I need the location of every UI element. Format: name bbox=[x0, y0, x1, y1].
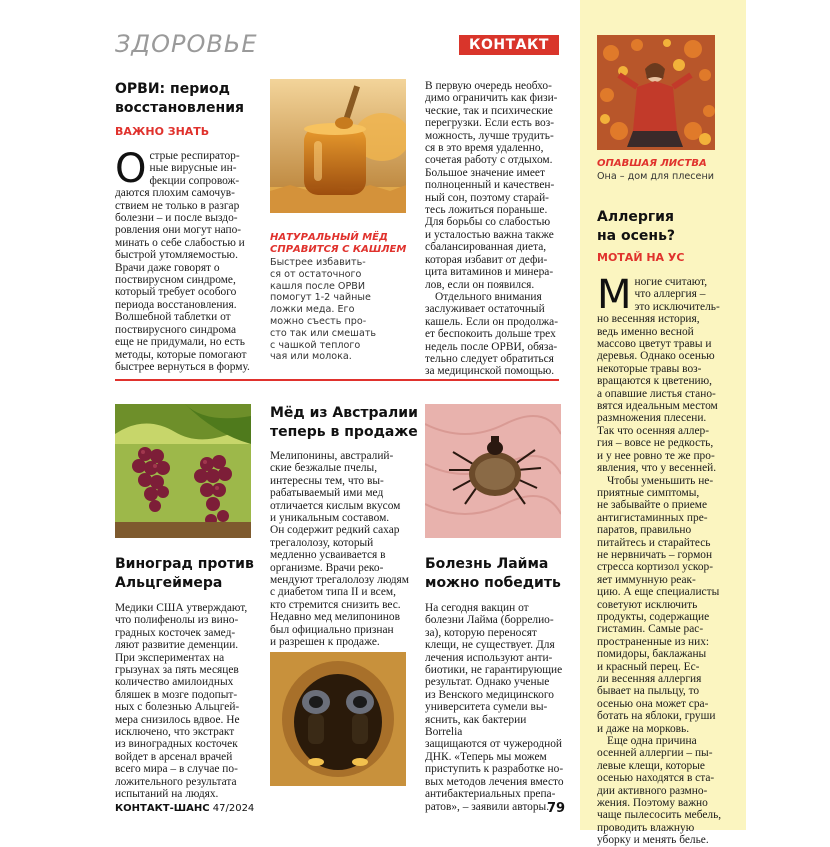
text-line: с чашкой теплого bbox=[270, 339, 361, 351]
leaves-caption-title: ОПАВШАЯ ЛИСТВА bbox=[597, 158, 707, 169]
text-line: из Венского медицинского bbox=[425, 688, 554, 701]
text-line: яет иммунную реак- bbox=[597, 573, 696, 586]
text-line: клещи, не существует. Для bbox=[425, 639, 555, 652]
text-line: Еще одна причина bbox=[607, 735, 697, 748]
text-line: вятся идеальным местом bbox=[597, 400, 718, 413]
text-line: за), которую переносят bbox=[425, 626, 537, 639]
text-line: Для борьбы со слабостью bbox=[425, 216, 551, 229]
text-line: который требует особого bbox=[115, 286, 237, 299]
text-line: пространенные из них: bbox=[597, 635, 710, 648]
text-line: ет беспокоить дольше трех bbox=[425, 328, 556, 341]
text-line: можность, лучше трудить- bbox=[425, 129, 554, 142]
text-line: и усталостью важна также bbox=[425, 228, 554, 241]
grape-title: Виноград против Альцгеймера bbox=[115, 556, 254, 591]
tick-image bbox=[425, 404, 561, 538]
australia-title: Мёд из Австралии теперь в продаже bbox=[270, 405, 418, 440]
text-line: результат. Однако ученые bbox=[425, 676, 550, 689]
text-line: осенней аллергии – пы- bbox=[597, 747, 713, 760]
text-line: ся от остаточного bbox=[270, 268, 362, 280]
orvi-kicker: ВАЖНО ЗНАТЬ bbox=[115, 125, 210, 138]
text-line: левые клещи, которые bbox=[597, 759, 705, 772]
text-line: ДНК. «Теперь мы можем bbox=[425, 750, 547, 763]
text-line: антигистаминных пре- bbox=[597, 511, 708, 524]
text-line: Он содержит редкий сахар bbox=[270, 524, 400, 537]
bees-image bbox=[270, 652, 406, 786]
text-line: и красный перец. Ес- bbox=[597, 660, 700, 673]
lyme-title: Болезнь Лайма можно победить bbox=[425, 556, 561, 591]
text-line: полноценный и качествен- bbox=[425, 179, 555, 192]
text-line: ратов», – заявили авторы. bbox=[425, 800, 550, 813]
text-line: стресса кортизол ускор- bbox=[597, 561, 714, 574]
text-line: защищаются от чужеродной bbox=[425, 738, 563, 751]
section-divider bbox=[115, 379, 559, 381]
text-line: не нервничать – гормон bbox=[597, 548, 713, 561]
leaves-caption-text: Она – дом для плесени bbox=[597, 171, 714, 182]
grape-image bbox=[115, 404, 251, 538]
text-line: ровления они могут напо- bbox=[115, 224, 242, 237]
text-line: На сегодня вакцин от bbox=[425, 602, 529, 614]
text-line: При экспериментах на bbox=[115, 651, 225, 664]
text-line: ли весенняя аллергия bbox=[597, 673, 702, 685]
text-line: градных косточек замед- bbox=[115, 626, 236, 639]
text-line: кто стремится снизить вес. bbox=[270, 598, 401, 611]
section-title: ЗДОРОВЬЕ bbox=[115, 30, 258, 58]
orvi-dropcap: О bbox=[115, 146, 147, 192]
text-line: еще не придумали, но есть bbox=[115, 336, 245, 349]
text-line: ный сон, поэтому старай- bbox=[425, 191, 549, 204]
text-line: с диабетом типа II и всем, bbox=[270, 586, 396, 599]
text-line: сочетая работу с отдыхом. bbox=[425, 154, 553, 167]
text-line: а опавшие листья стано- bbox=[597, 387, 716, 400]
text-line: тесь ложиться пораньше. bbox=[425, 204, 548, 217]
text-line: Большое значение имеет bbox=[425, 166, 545, 179]
text-line: быстрой утомляемостью. bbox=[115, 249, 238, 262]
orvi-text-col1 bbox=[115, 146, 255, 373]
allergy-title: Аллергия на осень? bbox=[597, 209, 676, 244]
text-line: антибактериальных препа- bbox=[425, 788, 556, 801]
text-line: Волшебной таблетки от bbox=[115, 311, 231, 324]
text-line: и даже на морковь. bbox=[597, 722, 690, 735]
text-line: ляют развитие деменции. bbox=[115, 639, 239, 652]
text-line: ские безжалые пчелы, bbox=[270, 462, 378, 475]
text-line: испытаний на людях. bbox=[115, 788, 219, 801]
text-line: ческие, так и психические bbox=[425, 104, 553, 117]
text-line: гия – вовсе не редкость, bbox=[597, 437, 714, 450]
text-line: вращаются к цветению, bbox=[597, 375, 713, 388]
text-line: грызунах за пять месяцев bbox=[115, 664, 239, 677]
text-line: Быстрее избавить- bbox=[270, 257, 366, 268]
page-number: 79 bbox=[547, 801, 566, 816]
text-line: что полифенолы из вино- bbox=[115, 614, 239, 627]
text-line: за медицинской помощью. bbox=[425, 365, 555, 378]
text-line: лечения используют анти- bbox=[425, 651, 553, 664]
text-line: питайтесь и старайтесь bbox=[597, 536, 711, 549]
text-line: был официально признан bbox=[270, 623, 394, 636]
text-line: советуют исключить bbox=[597, 598, 698, 611]
honey-caption-title: НАТУРАЛЬНЫЙ МЁД СПРАВИТСЯ С КАШЛЕМ bbox=[270, 232, 407, 255]
text-line: приступить к разработке но- bbox=[425, 763, 564, 776]
text-line: биотики, не гарантирующие bbox=[425, 664, 563, 677]
text-line: чаще пылесосить мебель, bbox=[597, 809, 722, 822]
honey-jar-image bbox=[270, 79, 406, 213]
text-line: ногие считают, bbox=[634, 276, 708, 288]
text-line: ложительного результата bbox=[115, 775, 237, 788]
text-line: заслуживает остаточный bbox=[425, 303, 545, 316]
text-line: исключено, что экстракт bbox=[115, 726, 235, 739]
text-line: Мелипонины, австралий- bbox=[270, 450, 394, 462]
text-line: сбалансированная диета, bbox=[425, 241, 547, 254]
footer-brand: КОНТАКТ-ШАНС 47/2024 bbox=[115, 803, 255, 814]
text-line: поствирусном синдроме, bbox=[115, 274, 236, 287]
text-line: болезни – и после выздо- bbox=[115, 212, 238, 225]
honey-caption-text bbox=[270, 257, 410, 363]
text-line: методы, которые помогают bbox=[115, 348, 247, 361]
text-line: и у нее ровно те же про- bbox=[597, 449, 715, 462]
text-line: и уникальным составом. bbox=[270, 512, 390, 525]
text-line: В первую очередь необхо- bbox=[425, 80, 552, 92]
text-line: ложки меда. Его bbox=[270, 304, 355, 316]
text-line: гистамин. Самые рас- bbox=[597, 623, 704, 636]
text-line: Так что осенняя аллер- bbox=[597, 424, 710, 437]
text-line: фекции сопровож- bbox=[149, 174, 240, 187]
text-line: ствием не только в разгар bbox=[115, 199, 240, 212]
text-line: не забывайте о приеме bbox=[597, 499, 708, 512]
text-line: продукты, содержащие bbox=[597, 610, 710, 623]
text-line: ся в это время удаленно, bbox=[425, 142, 544, 155]
text-line: трегалолозу, который bbox=[270, 536, 374, 549]
text-line: лов, если он появился. bbox=[425, 278, 535, 291]
text-line: минать о себе слабостью и bbox=[115, 236, 245, 249]
text-line: поствирусного синдрома bbox=[115, 323, 237, 336]
text-line: Недавно мед мелипонинов bbox=[270, 611, 400, 624]
text-line: размножения плесени. bbox=[597, 412, 707, 425]
allergy-dropcap: М bbox=[597, 272, 632, 318]
text-line: и разрешен к продаже. bbox=[270, 636, 380, 649]
text-line: периода восстановления. bbox=[115, 298, 237, 311]
allergy-kicker: МОТАЙ НА УС bbox=[597, 251, 685, 264]
text-line: быстрее вернуться в форму. bbox=[115, 360, 250, 373]
text-line: ных с болезнью Альцгей- bbox=[115, 701, 240, 714]
text-line: это исключитель- bbox=[634, 300, 720, 313]
text-line: Врачи даже говорят о bbox=[115, 261, 220, 274]
text-line: можно съесть про- bbox=[270, 315, 367, 327]
orvi-text-col3 bbox=[425, 80, 565, 378]
text-line: всего мира – в случае по- bbox=[115, 763, 238, 776]
orvi-title: ОРВИ: период восстановления bbox=[115, 81, 245, 116]
text-line: уборку и менять белье. bbox=[597, 834, 709, 847]
grape-text bbox=[115, 602, 255, 801]
text-line: помогут 1-2 чайные bbox=[270, 292, 371, 304]
text-line: организме. Врачи реко- bbox=[270, 561, 384, 574]
text-line: осенью находятся в ста- bbox=[597, 772, 715, 785]
text-line: стрые респиратор- bbox=[149, 150, 240, 162]
text-line: количество амилоидных bbox=[115, 676, 234, 689]
text-line: цию. А еще специалисты bbox=[597, 586, 720, 599]
allergy-text bbox=[597, 272, 739, 847]
lyme-text bbox=[425, 602, 565, 813]
text-line: Медики США утверждают, bbox=[115, 602, 248, 614]
text-line: кашля после ОРВИ bbox=[270, 280, 366, 292]
text-line: перегрузки. Если есть воз- bbox=[425, 117, 554, 130]
text-line: Отдельного внимания bbox=[435, 290, 542, 303]
text-line: университета сумели вы- bbox=[425, 701, 548, 714]
text-line: массово цветут травы и bbox=[597, 338, 712, 351]
australia-text bbox=[270, 450, 410, 649]
magazine-logo: КОНТАКТ bbox=[459, 35, 559, 55]
text-line: из виноградных косточек bbox=[115, 738, 238, 751]
text-line: ботать на яблоки, груши bbox=[597, 710, 716, 723]
text-line: некоторые травы воз- bbox=[597, 362, 702, 375]
text-line: вых методов лечения вместо bbox=[425, 775, 564, 788]
text-line: дии активного размно- bbox=[597, 784, 708, 797]
text-line: цита витаминов и минера- bbox=[425, 266, 554, 279]
text-line: приятные симптомы, bbox=[597, 486, 700, 499]
text-line: кашель. Если он продолжа- bbox=[425, 315, 558, 328]
text-line: бляшек в мозге подопыт- bbox=[115, 688, 238, 701]
text-line: недель после ОРВИ, обяза- bbox=[425, 340, 558, 353]
text-line: мендуют трегалолозу людям bbox=[270, 574, 410, 587]
text-line: осенью она может сра- bbox=[597, 697, 709, 710]
text-line: что аллергия – bbox=[634, 288, 706, 301]
text-line: болезни Лайма (боррелио- bbox=[425, 614, 554, 627]
text-line: жения. Поэтому важно bbox=[597, 797, 708, 810]
text-line: медленно усваивается в bbox=[270, 549, 386, 562]
text-line: но весенняя история, bbox=[597, 313, 700, 326]
text-line: ные вирусные ин- bbox=[149, 162, 237, 175]
autumn-leaves-image bbox=[597, 35, 715, 150]
text-line: ведь именно весной bbox=[597, 325, 694, 338]
text-line: тельно следует обратиться bbox=[425, 352, 554, 365]
text-line: бывает на пыльцу, то bbox=[597, 685, 700, 698]
text-line: чая или молока. bbox=[270, 351, 352, 363]
text-line: димо ограничить как физи- bbox=[425, 92, 558, 105]
text-line: отличается кислым вкусом bbox=[270, 499, 401, 512]
text-line: мера снизилось вдвое. Не bbox=[115, 713, 240, 726]
text-line: сто так или смешать bbox=[270, 327, 377, 339]
text-line: помидоры, баклажаны bbox=[597, 648, 707, 661]
text-line: войдет в арсенал врачей bbox=[115, 750, 233, 763]
text-line: паратов, правильно bbox=[597, 524, 692, 537]
text-line: даются плохим самочув- bbox=[115, 187, 235, 200]
text-line: проводить влажную bbox=[597, 821, 695, 834]
text-line: явления, что у весенней. bbox=[597, 462, 717, 475]
text-line: рабатываемый ими мед bbox=[270, 487, 384, 500]
text-line: которая избавит от дефи- bbox=[425, 253, 548, 266]
text-line: деревья. Однако осенью bbox=[597, 350, 715, 363]
text-line: яснить, как бактерии Borrelia bbox=[425, 713, 527, 739]
text-line: интересны тем, что вы- bbox=[270, 474, 384, 487]
text-line: Чтобы уменьшить не- bbox=[607, 474, 714, 487]
